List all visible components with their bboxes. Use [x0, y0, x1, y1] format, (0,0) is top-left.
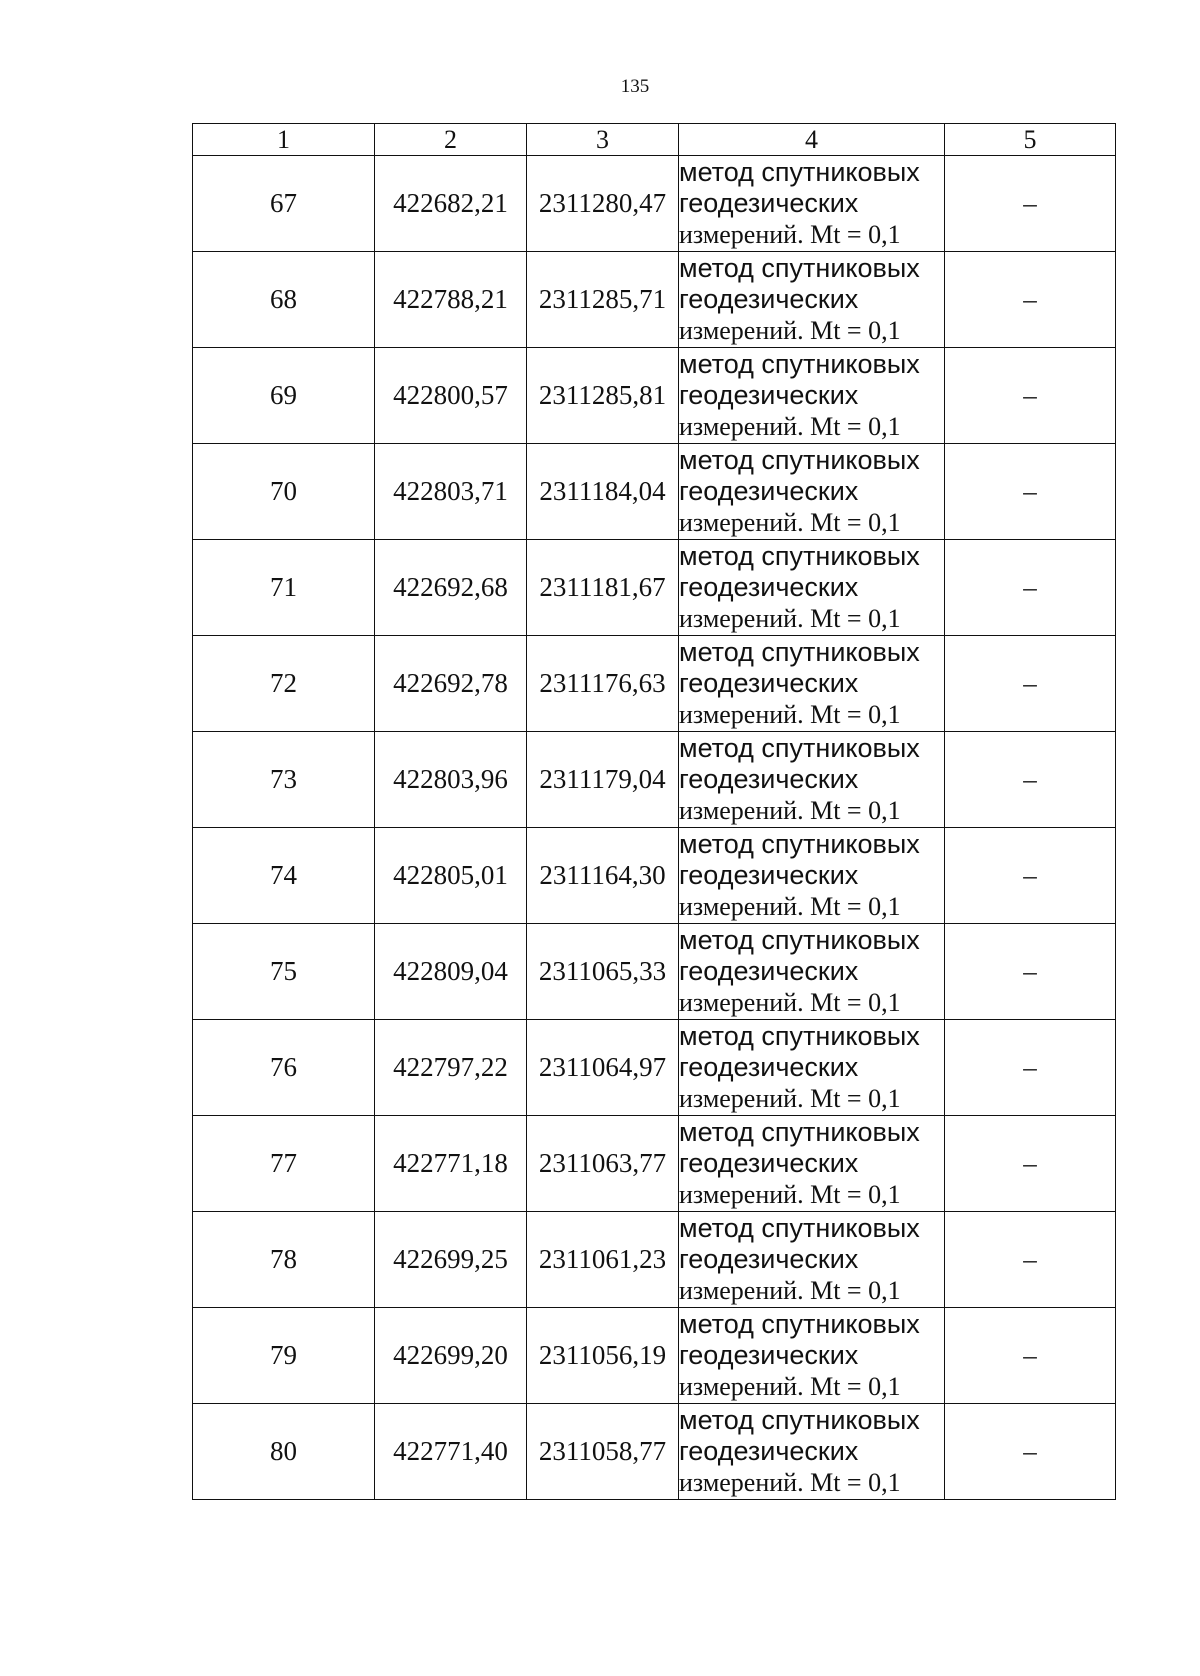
coordinate-y: 2311181,67: [527, 540, 679, 636]
method-line-2: геодезических: [679, 1244, 859, 1274]
method-line-3: измерений. Mt = 0,1: [679, 988, 901, 1017]
method-line-1: метод спутниковых: [679, 541, 920, 571]
point-number: 79: [193, 1308, 375, 1404]
point-number: 75: [193, 924, 375, 1020]
coordinate-x: 422692,78: [375, 636, 527, 732]
method-line-2: геодезических: [679, 956, 859, 986]
coordinate-x: 422803,71: [375, 444, 527, 540]
coordinate-x: 422771,40: [375, 1404, 527, 1500]
method-line-2: геодезических: [679, 860, 859, 890]
method-line-2: геодезических: [679, 1052, 859, 1082]
method-line-3: измерений. Mt = 0,1: [679, 316, 901, 345]
table-row: [193, 540, 1116, 636]
coordinate-x: 422788,21: [375, 252, 527, 348]
method-line-1: метод спутниковых: [679, 1117, 920, 1147]
point-number: 72: [193, 636, 375, 732]
method-line-1: метод спутниковых: [679, 1213, 920, 1243]
method-line-1: метод спутниковых: [679, 829, 920, 859]
table-row: [193, 924, 1116, 1020]
method-line-2: геодезических: [679, 1436, 859, 1466]
column-header-1: 1: [193, 124, 375, 156]
method-line-3: измерений. Mt = 0,1: [679, 220, 901, 249]
table-row: [193, 636, 1116, 732]
column-header-4: 4: [679, 124, 945, 156]
method-description: [679, 156, 945, 252]
table-row: [193, 1116, 1116, 1212]
method-description: [679, 732, 945, 828]
page-number: 135: [620, 76, 650, 97]
coordinate-y: 2311058,77: [527, 1404, 679, 1500]
note-dash: –: [945, 252, 1116, 348]
coordinate-y: 2311164,30: [527, 828, 679, 924]
coordinate-y: 2311280,47: [527, 156, 679, 252]
column-header-2: 2: [375, 124, 527, 156]
point-number: 76: [193, 1020, 375, 1116]
coordinate-y: 2311061,23: [527, 1212, 679, 1308]
method-line-2: геодезических: [679, 1148, 859, 1178]
coordinate-x: 422800,57: [375, 348, 527, 444]
table-row: [193, 828, 1116, 924]
table-row: [193, 348, 1116, 444]
table-row: [193, 1020, 1116, 1116]
note-dash: –: [945, 1212, 1116, 1308]
method-description: [679, 1116, 945, 1212]
coordinate-y: 2311063,77: [527, 1116, 679, 1212]
coordinate-y: 2311285,71: [527, 252, 679, 348]
coordinate-y: 2311065,33: [527, 924, 679, 1020]
method-line-1: метод спутниковых: [679, 253, 920, 283]
method-description: [679, 1212, 945, 1308]
method-line-3: измерений. Mt = 0,1: [679, 412, 901, 441]
method-line-3: измерений. Mt = 0,1: [679, 1276, 901, 1305]
column-header-3: 3: [527, 124, 679, 156]
coordinate-x: 422699,25: [375, 1212, 527, 1308]
note-dash: –: [945, 732, 1116, 828]
table-row: [193, 252, 1116, 348]
coordinate-x: 422805,01: [375, 828, 527, 924]
method-line-1: метод спутниковых: [679, 1021, 920, 1051]
coordinate-y: 2311064,97: [527, 1020, 679, 1116]
method-line-3: измерений. Mt = 0,1: [679, 892, 901, 921]
point-number: 69: [193, 348, 375, 444]
point-number: 73: [193, 732, 375, 828]
method-line-1: метод спутниковых: [679, 1405, 920, 1435]
method-line-1: метод спутниковых: [679, 349, 920, 379]
note-dash: –: [945, 1404, 1116, 1500]
note-dash: –: [945, 348, 1116, 444]
coordinate-x: 422692,68: [375, 540, 527, 636]
method-description: [679, 348, 945, 444]
method-line-3: измерений. Mt = 0,1: [679, 1180, 901, 1209]
note-dash: –: [945, 444, 1116, 540]
method-description: [679, 1308, 945, 1404]
method-description: [679, 1404, 945, 1500]
point-number: 78: [193, 1212, 375, 1308]
note-dash: –: [945, 924, 1116, 1020]
method-line-2: геодезических: [679, 380, 859, 410]
coordinate-x: 422771,18: [375, 1116, 527, 1212]
method-line-1: метод спутниковых: [679, 157, 920, 187]
point-number: 74: [193, 828, 375, 924]
method-line-2: геодезических: [679, 1340, 859, 1370]
note-dash: –: [945, 828, 1116, 924]
method-line-1: метод спутниковых: [679, 637, 920, 667]
method-description: [679, 252, 945, 348]
coordinate-y: 2311184,04: [527, 444, 679, 540]
table-row: [193, 1308, 1116, 1404]
table-row: [193, 444, 1116, 540]
method-line-3: измерений. Mt = 0,1: [679, 1468, 901, 1497]
method-description: [679, 924, 945, 1020]
note-dash: –: [945, 540, 1116, 636]
method-line-3: измерений. Mt = 0,1: [679, 700, 901, 729]
point-number: 67: [193, 156, 375, 252]
method-line-1: метод спутниковых: [679, 925, 920, 955]
method-line-2: геодезических: [679, 284, 859, 314]
coordinate-x: 422699,20: [375, 1308, 527, 1404]
method-line-1: метод спутниковых: [679, 1309, 920, 1339]
method-line-3: измерений. Mt = 0,1: [679, 508, 901, 537]
coordinate-x: 422797,22: [375, 1020, 527, 1116]
coordinate-y: 2311285,81: [527, 348, 679, 444]
method-description: [679, 1020, 945, 1116]
method-line-2: геодезических: [679, 764, 859, 794]
method-line-1: метод спутниковых: [679, 445, 920, 475]
method-line-3: измерений. Mt = 0,1: [679, 796, 901, 825]
note-dash: –: [945, 1308, 1116, 1404]
note-dash: –: [945, 636, 1116, 732]
coordinate-y: 2311179,04: [527, 732, 679, 828]
table-row: [193, 1212, 1116, 1308]
method-description: [679, 540, 945, 636]
coordinate-y: 2311176,63: [527, 636, 679, 732]
table-body: [193, 156, 1116, 1500]
table-row: [193, 1404, 1116, 1500]
coordinate-x: 422803,96: [375, 732, 527, 828]
coordinate-y: 2311056,19: [527, 1308, 679, 1404]
method-line-2: геодезических: [679, 476, 859, 506]
point-number: 71: [193, 540, 375, 636]
method-line-1: метод спутниковых: [679, 733, 920, 763]
method-line-3: измерений. Mt = 0,1: [679, 1084, 901, 1113]
point-number: 80: [193, 1404, 375, 1500]
point-number: 70: [193, 444, 375, 540]
method-line-2: геодезических: [679, 188, 859, 218]
point-number: 68: [193, 252, 375, 348]
method-description: [679, 636, 945, 732]
table-row: [193, 156, 1116, 252]
coordinate-x: 422809,04: [375, 924, 527, 1020]
method-description: [679, 828, 945, 924]
method-line-2: геодезических: [679, 668, 859, 698]
method-line-3: измерений. Mt = 0,1: [679, 604, 901, 633]
coordinates-table: [192, 123, 1116, 1500]
column-header-5: 5: [945, 124, 1116, 156]
note-dash: –: [945, 1116, 1116, 1212]
method-description: [679, 444, 945, 540]
point-number: 77: [193, 1116, 375, 1212]
note-dash: –: [945, 156, 1116, 252]
method-line-3: измерений. Mt = 0,1: [679, 1372, 901, 1401]
coordinate-x: 422682,21: [375, 156, 527, 252]
table-row: [193, 732, 1116, 828]
note-dash: –: [945, 1020, 1116, 1116]
table-header-row: [193, 124, 1116, 156]
method-line-2: геодезических: [679, 572, 859, 602]
